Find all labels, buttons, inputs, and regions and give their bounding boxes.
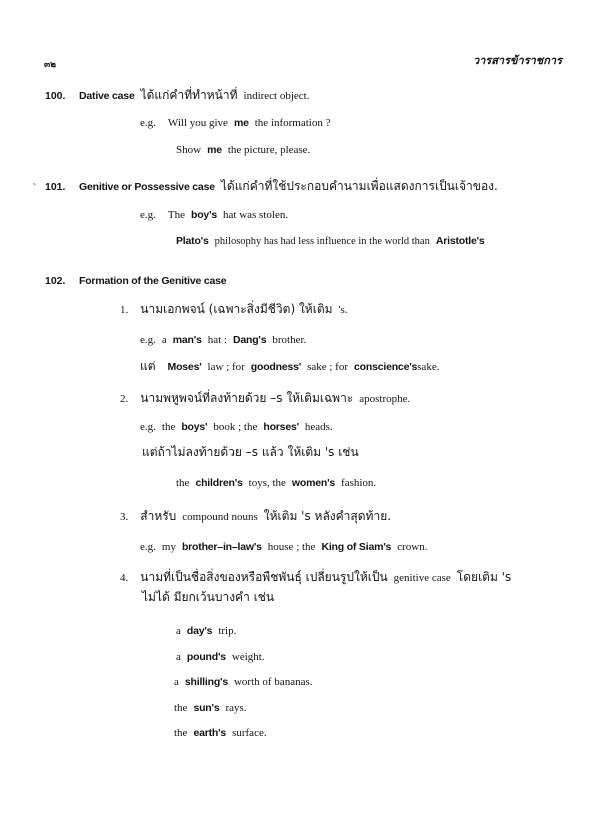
rule-4: 4. นามที่เป็นชื่อสิ่งของหรือพืชพันธุ์ เปลี่ยนรูปให้เป็น genitive case โดยเติม 's xyxy=(120,570,512,584)
text: indirect object. xyxy=(243,90,310,102)
example-line: e.g. Will you give me the information ? xyxy=(140,117,331,129)
rule-1: 1. นามเอกพจน์ (เฉพาะสิ่งมีชีวิต) ให้เติม 's. xyxy=(120,302,348,316)
example-line: a day's trip. xyxy=(176,625,237,637)
emphasis: Aristotle's xyxy=(435,235,485,247)
example-line: a pound's weight. xyxy=(176,651,265,663)
example-line: e.g. my brother–in–law's house ; the King of Siam's crown. xyxy=(140,541,428,553)
rule-3: 3. สำหรับ compound nouns ให้เติม 's หลังคำสุดท้าย. xyxy=(120,509,392,523)
page-number: ๓๒ xyxy=(44,60,57,70)
emphasis: me xyxy=(233,117,249,129)
example-line: Plato's philosophy has had less influence in the world than Aristotle's xyxy=(176,235,485,247)
thai-line: ไม่ได้ มียกเว้นบางคำ เช่น xyxy=(142,590,275,604)
example-line: the sun's rays. xyxy=(174,702,247,714)
term: Dative case xyxy=(79,90,135,102)
thai-text: ได้แก่คำที่ใช้ประกอบคำนามเพื่อแสดงการเป็นเจ้าของ. xyxy=(220,179,498,193)
section-101-heading xyxy=(45,179,498,194)
section-number: 100. xyxy=(45,90,66,102)
thai-line: แต่ถ้าไม่ลงท้ายด้วย –s แล้ว ให้เติม 's เช่น xyxy=(142,445,359,459)
section-number: 102. xyxy=(45,275,66,287)
term: Genitive or Possessive case xyxy=(79,181,215,193)
running-title: วารสารข้าราชการ xyxy=(472,54,562,67)
rule-2: 2. นามพหูพจน์ที่ลงท้ายด้วย –s ให้เติมเฉพาะ apostrophe. xyxy=(120,391,411,405)
emphasis: me xyxy=(207,144,222,156)
section-100-heading xyxy=(45,88,310,103)
emphasis: boy's xyxy=(191,209,218,221)
example-line: Show me the picture, please. xyxy=(176,144,311,156)
stray-mark: ` xyxy=(33,182,36,192)
example-line: e.g. the boys' book ; the horses' heads. xyxy=(140,421,333,433)
example-line: the children's toys, the women's fashion. xyxy=(176,477,377,489)
section-number: 101. xyxy=(45,181,66,193)
heading: Formation of the Genitive case xyxy=(79,275,227,287)
eg-label: e.g. xyxy=(140,117,156,129)
example-line: a shilling's worth of bananas. xyxy=(174,676,313,688)
example-line: แต่ Moses' law ; for goodness' sake ; for conscience'ssake. xyxy=(140,359,440,373)
example-line: e.g. a man's hat : Dang's brother. xyxy=(140,334,307,346)
thai-text: ได้แก่คำที่ทำหน้าที่ xyxy=(140,88,238,102)
example-line: e.g. The boy's hat was stolen. xyxy=(140,209,289,221)
section-102-heading xyxy=(45,274,226,288)
example-line: the earth's surface. xyxy=(174,727,267,739)
emphasis: Plato's xyxy=(176,235,209,247)
